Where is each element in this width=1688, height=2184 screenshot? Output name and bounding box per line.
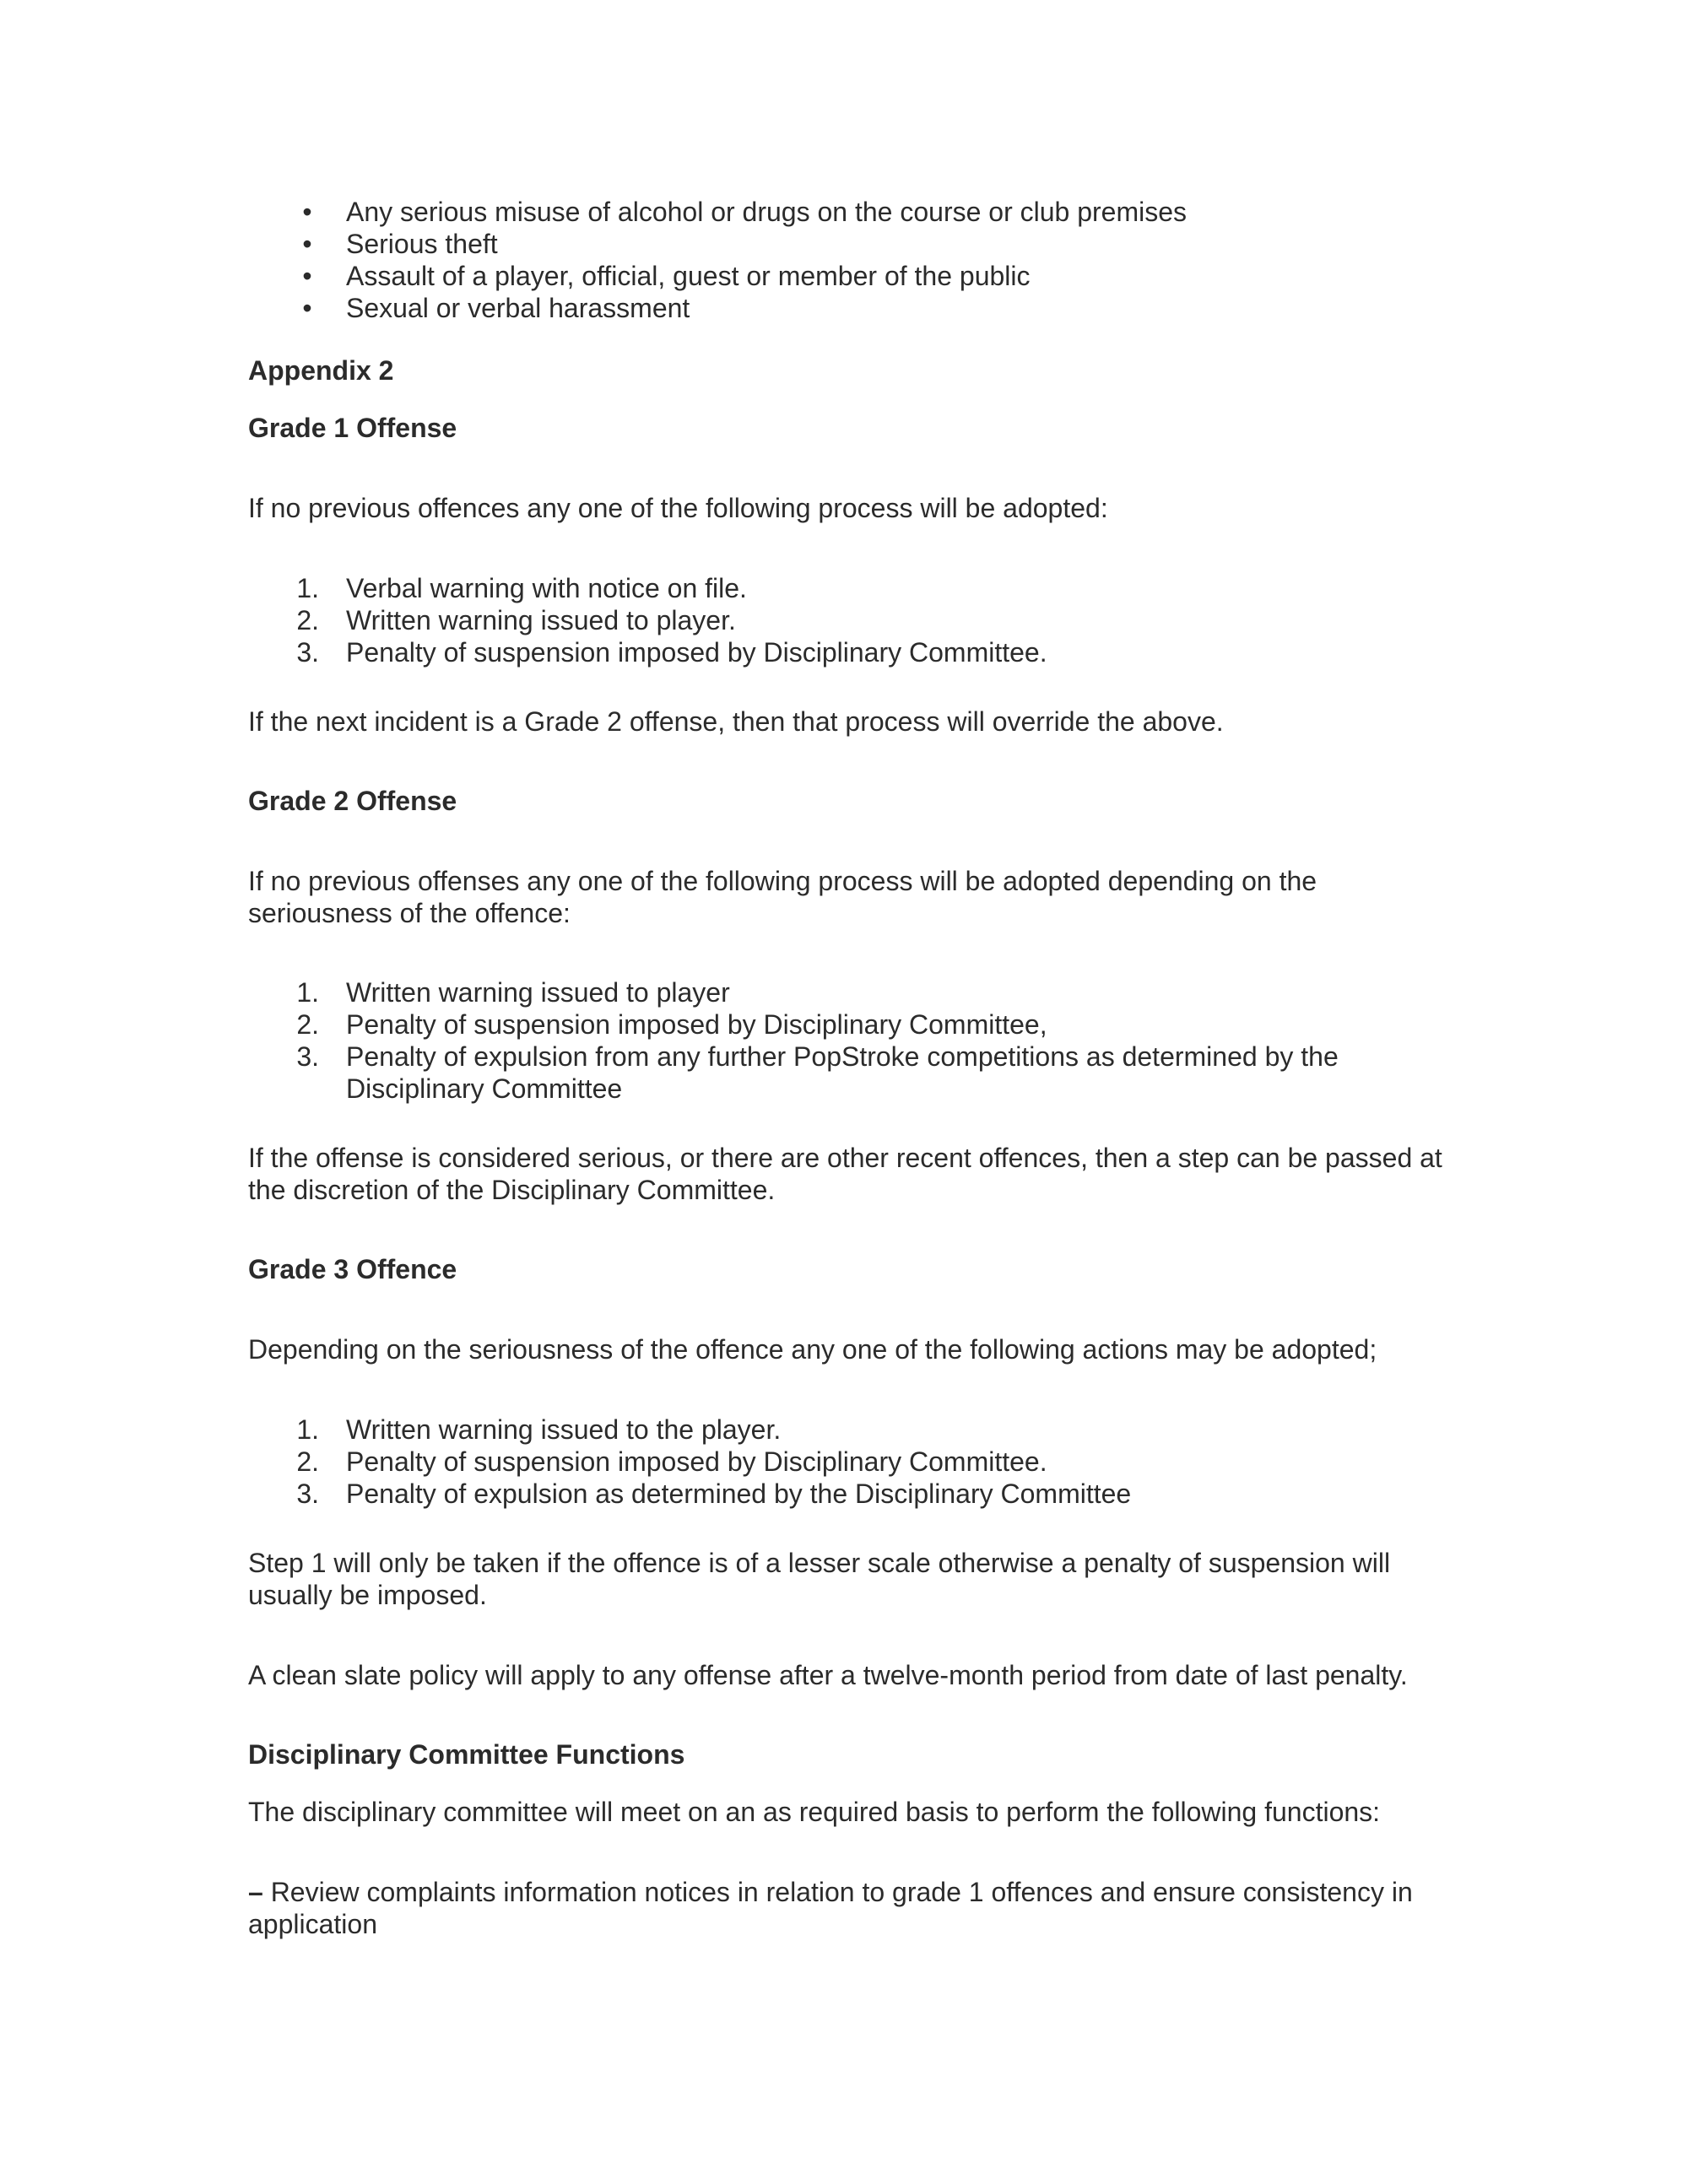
list-item-text: Penalty of suspension imposed by Disciplinary Committee.: [346, 637, 1047, 668]
list-item: [248, 196, 1447, 228]
grade1-list: [248, 572, 1447, 668]
list-item: [248, 572, 1447, 604]
list-item: [248, 604, 1447, 636]
offence-bullet-list: [248, 196, 1447, 324]
list-item: [248, 1414, 1447, 1446]
bullet-icon: •: [302, 197, 312, 227]
list-number: 1.: [296, 573, 319, 603]
committee-item: [248, 1876, 1447, 1940]
list-item: [248, 636, 1447, 668]
list-item: [248, 1446, 1447, 1478]
list-item-text: Penalty of suspension imposed by Disciplinary Committee.: [346, 1446, 1047, 1477]
list-item-text: Verbal warning with notice on file.: [346, 573, 747, 603]
list-item: [248, 228, 1447, 260]
grade2-heading: Grade 2 Offense: [248, 786, 457, 816]
committee-item-text: Review complaints information notices in relation to grade 1 offences and ensure consistency in application: [248, 1877, 1413, 1939]
list-item-text: Penalty of expulsion as determined by the Disciplinary Committee: [346, 1479, 1132, 1509]
grade3-intro: Depending on the seriousness of the offence any one of the following actions may be adopted;: [248, 1334, 1377, 1365]
list-item-text: Written warning issued to player.: [346, 605, 736, 635]
list-item-text: Assault of a player, official, guest or member of the public: [346, 261, 1031, 291]
list-number: 1.: [296, 977, 319, 1008]
grade3-list: [248, 1414, 1447, 1510]
list-number: 3.: [296, 1041, 319, 1072]
grade2-intro: If no previous offenses any one of the following process will be adopted depending on the seriousness of the offence:: [248, 866, 1317, 928]
list-item: [248, 260, 1447, 292]
list-number: 3.: [296, 1479, 319, 1509]
list-item-text: Any serious misuse of alcohol or drugs on the course or club premises: [346, 197, 1188, 227]
list-number: 1.: [296, 1414, 319, 1445]
list-number: 3.: [296, 637, 319, 668]
list-number: 2.: [296, 1446, 319, 1477]
grade1-heading: Grade 1 Offense: [248, 413, 457, 443]
grade3-heading: Grade 3 Offence: [248, 1254, 457, 1284]
grade2-list: [248, 976, 1447, 1105]
list-item-text: Written warning issued to the player.: [346, 1414, 782, 1445]
committee-heading: Disciplinary Committee Functions: [248, 1739, 685, 1770]
list-item: [248, 976, 1447, 1008]
list-item-text: Serious theft: [346, 229, 498, 259]
bullet-icon: •: [302, 261, 312, 291]
bullet-icon: •: [302, 229, 312, 259]
clean-slate-policy: A clean slate policy will apply to any offense after a twelve-month period from date of last penalty.: [248, 1660, 1408, 1690]
grade3-note: Step 1 will only be taken if the offence is of a lesser scale otherwise a penalty of suspension will usually be imposed.: [248, 1548, 1391, 1610]
list-item: [248, 1008, 1447, 1041]
list-number: 2.: [296, 1009, 319, 1040]
list-item: [248, 1478, 1447, 1510]
grade1-intro: If no previous offences any one of the following process will be adopted:: [248, 493, 1108, 523]
grade1-note: If the next incident is a Grade 2 offense, then that process will override the above.: [248, 706, 1224, 737]
appendix-title: Appendix 2: [248, 355, 394, 386]
committee-intro: The disciplinary committee will meet on an as required basis to perform the following functions:: [248, 1797, 1381, 1827]
list-item-text: Sexual or verbal harassment: [346, 293, 690, 323]
grade2-note: If the offense is considered serious, or there are other recent offences, then a step can be passed at the discretion of the Disciplinary Committee.: [248, 1143, 1442, 1205]
list-item-text: Written warning issued to player: [346, 977, 730, 1008]
dash-marker: –: [248, 1877, 263, 1907]
list-item: [248, 1041, 1447, 1105]
document-page: [248, 196, 1447, 1940]
list-item-text: Penalty of suspension imposed by Disciplinary Committee,: [346, 1009, 1047, 1040]
list-item: [248, 292, 1447, 324]
bullet-icon: •: [302, 293, 312, 323]
list-number: 2.: [296, 605, 319, 635]
list-item-text: Penalty of expulsion from any further PopStroke competitions as determined by the Disciplinary Committee: [346, 1041, 1339, 1104]
